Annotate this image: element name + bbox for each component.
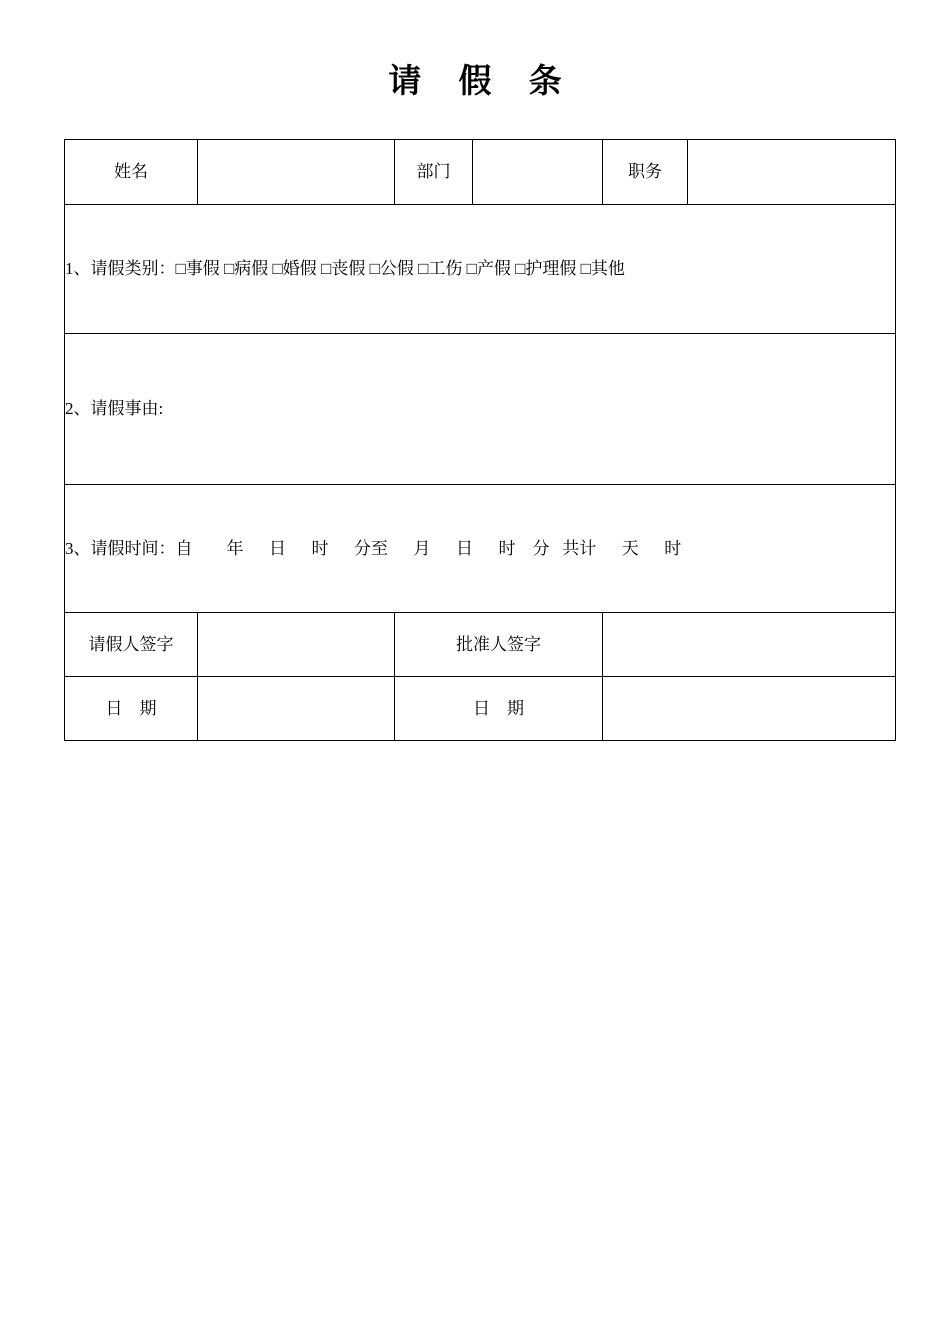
approver-signature-input[interactable] — [603, 613, 896, 677]
page-title: 请 假 条 — [388, 62, 576, 99]
leave-time-field[interactable] — [65, 484, 896, 613]
department-input[interactable] — [473, 140, 603, 205]
position-input[interactable] — [688, 140, 896, 205]
table-row-signatures — [65, 613, 896, 677]
name-label: 姓名 — [65, 140, 198, 205]
applicant-signature-label: 请假人签字 — [65, 613, 198, 677]
name-input[interactable] — [198, 140, 395, 205]
table-row-leave-category — [65, 205, 896, 334]
table-row-leave-time — [65, 484, 896, 613]
leave-time-line[interactable]: 3、请假时间：自 年 日 时 分至 月 日 时 分 共计 天 时 — [65, 538, 682, 558]
applicant-signature-input[interactable] — [198, 613, 395, 677]
table-row-dates — [65, 677, 896, 741]
leave-category-line[interactable] — [65, 205, 896, 334]
approver-signature-label: 批准人签字 — [395, 613, 603, 677]
table-row-leave-reason — [65, 333, 896, 484]
leave-reason-field[interactable]: 2、请假事由: — [65, 333, 896, 484]
table-row-identity — [65, 140, 896, 205]
applicant-date-label: 日 期 — [65, 677, 198, 741]
approver-date-input[interactable] — [603, 677, 896, 741]
applicant-date-input[interactable] — [198, 677, 395, 741]
position-label: 职务 — [603, 140, 688, 205]
leave-request-form — [64, 139, 896, 741]
leave-category-options[interactable]: 1、请假类别：□事假 □病假 □婚假 □丧假 □公假 □工伤 □产假 □护理假 □其他 — [65, 259, 625, 278]
approver-date-label: 日 期 — [395, 677, 603, 741]
department-label: 部门 — [395, 140, 473, 205]
